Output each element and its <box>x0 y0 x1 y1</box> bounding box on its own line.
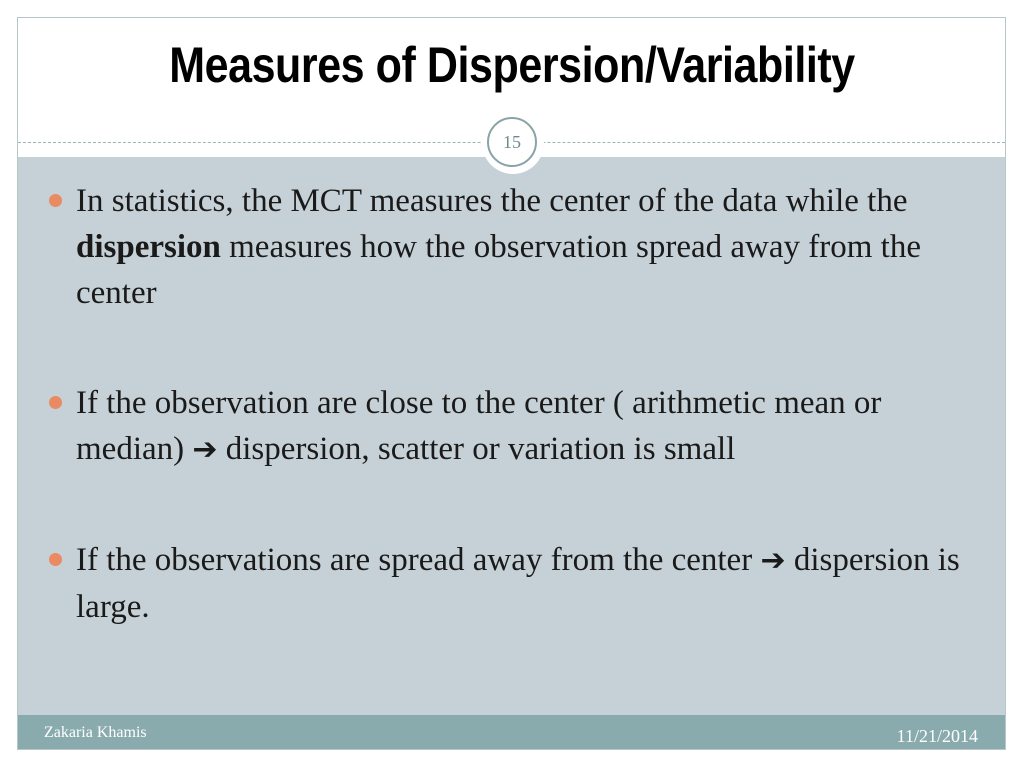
footer-date: 11/21/2014 <box>896 726 978 746</box>
bullet-text: dispersion is large. <box>76 542 960 625</box>
bullet-dot-icon <box>49 194 62 207</box>
bullet-list <box>46 178 986 694</box>
bullet-text: measures how the observation spread away from the center <box>76 229 921 311</box>
slide-title: Measures of Dispersion/Variability <box>169 37 855 93</box>
page-number: 15 <box>503 132 521 152</box>
bullet-text: If the observation are close to the center ( arithmetic mean or median) <box>76 385 882 467</box>
footer-author: Zakaria Khamis <box>44 724 147 741</box>
footer-bar <box>18 715 1005 749</box>
bullet-text: dispersion, scatter or variation is small <box>217 431 736 467</box>
bullet-bold-term: dispersion <box>76 229 221 265</box>
right-arrow-icon: ➔ <box>192 432 218 467</box>
bullet-item <box>46 380 986 473</box>
bullet-dot-icon <box>49 553 62 566</box>
bullet-text: If the observations are spread away from the center <box>76 542 761 578</box>
bullet-dot-icon <box>49 396 62 409</box>
bullet-text: In statistics, the MCT measures the center of the data while the <box>76 183 908 219</box>
bullet-item <box>46 178 986 316</box>
right-arrow-icon: ➔ <box>760 543 786 578</box>
bullet-item <box>46 537 986 630</box>
